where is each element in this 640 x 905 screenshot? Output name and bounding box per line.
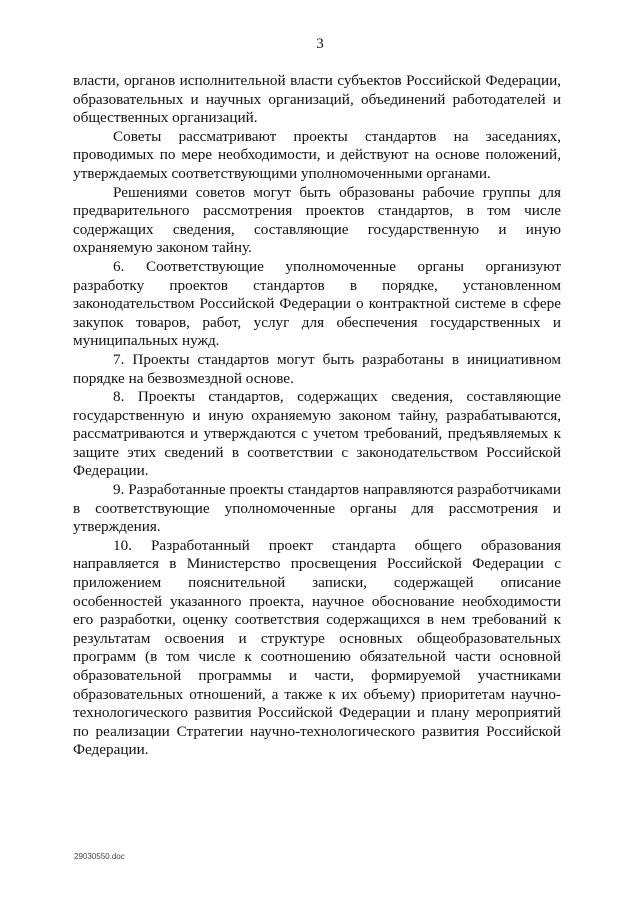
paragraph-item-7: 7. Проекты стандартов могут быть разработаны в инициативном порядке на безвозмездной основе. bbox=[73, 350, 561, 387]
paragraph-item-6: 6. Соответствующие уполномоченные органы организуют разработку проектов стандартов в порядке, установленном законодательством Российской Федерации о контрактной системе в сфере закупок товаров, работ, услуг для обеспечения государственных и муниципальных нужд. bbox=[73, 257, 561, 350]
paragraph-councils: Советы рассматривают проекты стандартов на заседаниях, проводимых по мере необходимости, и действуют на основе положений, утверждаемых соответствующими уполномоченными органами. bbox=[73, 127, 561, 182]
paragraph-working-groups: Решениями советов могут быть образованы рабочие группы для предварительного рассмотрения проектов стандартов, в том числе содержащих сведения, составляющие государственную и иную охраняемую законом тайну. bbox=[73, 183, 561, 257]
paragraph-item-9: 9. Разработанные проекты стандартов направляются разработчиками в соответствующие уполномоченные органы для рассмотрения и утверждения. bbox=[73, 481, 561, 536]
paragraph-continuation: власти, органов исполнительной власти субъектов Российской Федерации, образовательных и научных организаций, объединений работодателей и общественных организаций. bbox=[73, 72, 561, 127]
file-identifier: 29030550.doc bbox=[74, 852, 125, 861]
document-body bbox=[73, 72, 561, 760]
paragraph-item-8: 8. Проекты стандартов, содержащих сведения, составляющие государственную и иную охраняемую законом тайну, разрабатываются, рассматриваются и утверждаются с учетом требований, предъявляемых к защите этих сведений в соответствии с законодательством Российской Федерации. bbox=[73, 388, 561, 480]
paragraph-item-10: 10. Разработанный проект стандарта общего образования направляется в Министерство просвещения Российской Федерации с приложением пояснительной записки, содержащей описание особенностей указанного проекта, научное обоснование необходимости его разработки, оценку соответствия содержащихся в нем требований к результатам освоения и структуре основных общеобразовательных программ (в том числе к соотношению обязательной части основной образовательной программы и части, формируемой участниками образовательных отношений, а также к их объему) приоритетам научно-технологического развития Российской Федерации и плану мероприятий по реализации Стратегии научно-технологического развития Российской Федерации. bbox=[73, 536, 561, 759]
page-number: 3 bbox=[316, 36, 324, 52]
